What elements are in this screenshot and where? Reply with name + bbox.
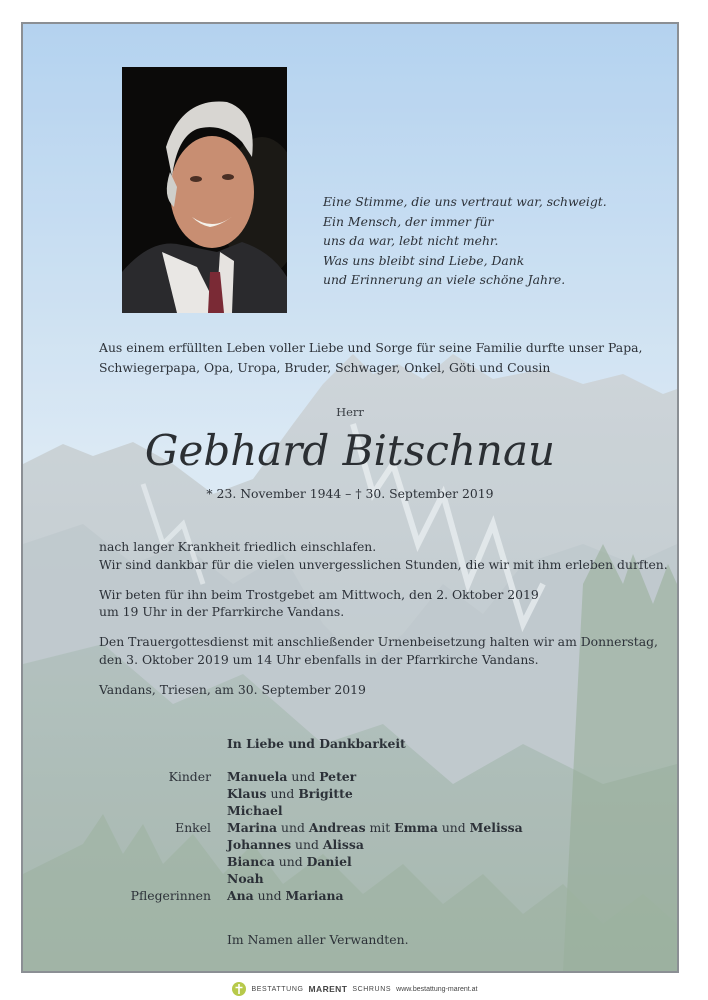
person-name: Manuela xyxy=(227,769,288,784)
family-names xyxy=(227,871,264,888)
role-label: Enkel xyxy=(175,820,211,835)
person-name: Klaus xyxy=(227,786,267,801)
obituary-card xyxy=(21,22,679,973)
company-name: MARENT xyxy=(308,984,348,994)
paragraph-prayer xyxy=(99,586,679,622)
text-line: Den Trauergottesdienst mit anschließender Urnenbeisetzung halten wir am Donnerstag, xyxy=(99,634,658,650)
poem-line: und Erinnerung an viele schöne Jahre. xyxy=(323,272,566,288)
text-line: Wir sind dankbar für die vielen unvergesslichen Stunden, die wir mit ihm erleben durften. xyxy=(99,556,668,572)
conjunction: und xyxy=(441,820,466,835)
announcement-text xyxy=(99,538,679,711)
conjunction: und xyxy=(280,820,305,835)
company-town: SCHRUNS xyxy=(352,985,392,993)
paragraph-service xyxy=(99,633,679,669)
place-date xyxy=(99,681,679,699)
person-name: Peter xyxy=(319,769,357,784)
family-names xyxy=(227,888,344,905)
poem-line: Eine Stimme, die uns vertraut war, schweigt. xyxy=(323,194,607,209)
poem xyxy=(323,192,663,290)
family-names xyxy=(227,769,356,786)
paragraph-passing xyxy=(99,538,679,574)
conjunction: und xyxy=(257,888,282,903)
role-label: Pflegerinnen xyxy=(130,888,211,903)
text-line: Wir beten für ihn beim Trostgebet am Mittwoch, den 2. Oktober 2019 xyxy=(99,586,539,602)
family-names xyxy=(227,803,283,820)
company-website[interactable]: www.bestattung-marent.at xyxy=(396,985,478,993)
person-name: Bianca xyxy=(227,854,275,869)
family-names xyxy=(227,786,353,803)
deceased-name: Gebhard Bitschnau xyxy=(144,426,556,475)
family-names xyxy=(227,837,364,854)
intro-line: Aus einem erfüllten Leben voller Liebe und Sorge für seine Familie durfte unser Papa, xyxy=(99,340,643,355)
poem-line: uns da war, lebt nicht mehr. xyxy=(323,233,499,249)
text-line: nach langer Krankheit friedlich einschlafen. xyxy=(99,539,377,554)
person-name: Melissa xyxy=(469,820,523,835)
conjunction: und xyxy=(295,837,319,852)
person-name: Michael xyxy=(227,803,283,818)
intro-line: Schwiegerpapa, Opa, Uropa, Bruder, Schwager, Onkel, Göti und Cousin xyxy=(99,359,551,375)
person-name: Andreas xyxy=(308,820,366,835)
text-line: um 19 Uhr in der Pfarrkirche Vandans. xyxy=(99,604,345,620)
person-name: Noah xyxy=(227,871,264,886)
person-name: Johannes xyxy=(227,837,292,852)
person-name: Emma xyxy=(394,820,438,835)
person-name: Marina xyxy=(227,820,278,835)
poem-line: Was uns bleibt sind Liebe, Dank xyxy=(323,252,525,268)
family-heading: In Liebe und Dankbarkeit xyxy=(227,736,406,751)
person-name: Brigitte xyxy=(298,786,353,801)
family-names xyxy=(227,820,523,837)
company-prefix: BESTATTUNG xyxy=(251,985,304,993)
poem-line: Ein Mensch, der immer für xyxy=(323,213,494,229)
footer xyxy=(0,975,708,997)
text-line: den 3. Oktober 2019 um 14 Uhr ebenfalls in der Pfarrkirche Vandans. xyxy=(99,651,539,667)
person-name: Alissa xyxy=(322,837,364,852)
intro-text xyxy=(99,338,669,377)
conjunction: und xyxy=(291,769,316,784)
person-name: Daniel xyxy=(306,854,352,869)
portrait-image xyxy=(122,67,287,313)
funeral-home-logo-icon xyxy=(231,981,247,997)
person-name: Mariana xyxy=(285,888,344,903)
conjunction: und xyxy=(278,854,303,869)
family-names xyxy=(227,854,352,871)
portrait-photo xyxy=(122,67,287,313)
closing-line: Im Namen aller Verwandten. xyxy=(227,932,409,947)
text-line: Vandans, Triesen, am 30. September 2019 xyxy=(99,681,366,697)
life-dates: * 23. November 1944 – † 30. September 2019 xyxy=(206,486,494,501)
salutation: Herr xyxy=(336,405,364,419)
role-label: Kinder xyxy=(168,769,211,784)
person-name: Ana xyxy=(227,888,254,903)
conjunction: mit xyxy=(369,820,391,835)
conjunction: und xyxy=(270,786,295,801)
